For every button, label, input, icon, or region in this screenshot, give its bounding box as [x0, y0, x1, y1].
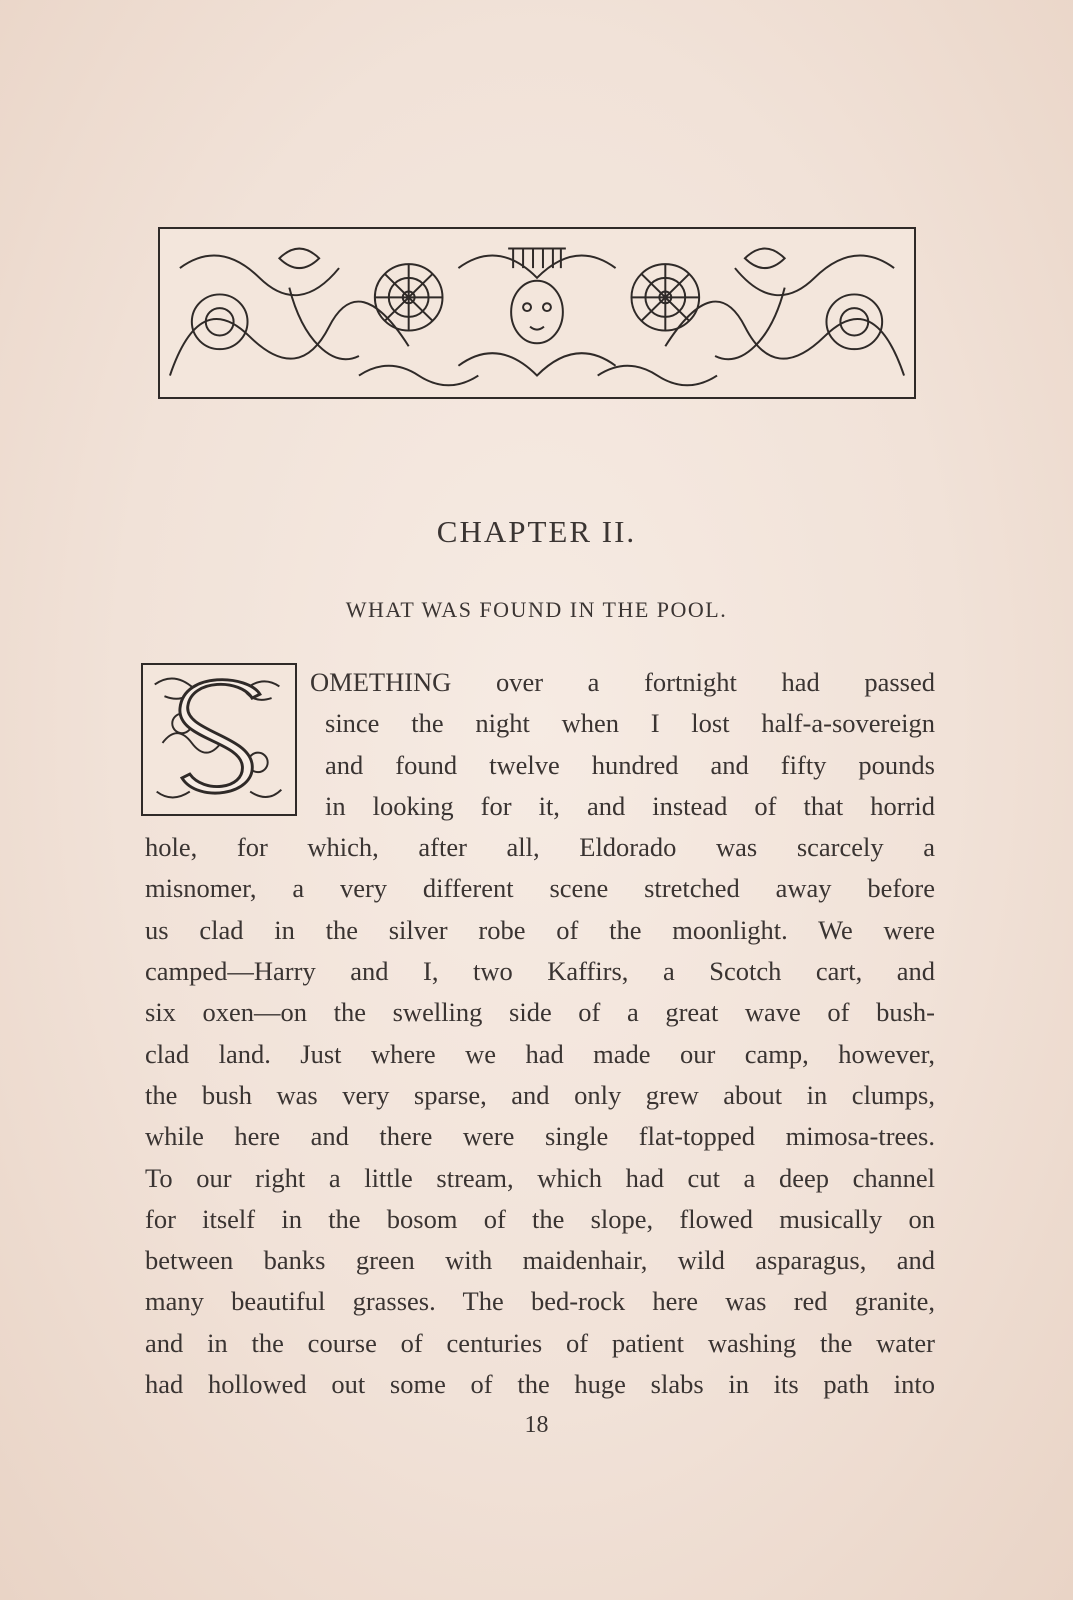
text-line: while here and there were single flat-topped mimosa-trees.	[145, 1121, 935, 1152]
body-text	[145, 662, 935, 1405]
text-line: between banks green with maidenhair, wild asparagus, and	[145, 1245, 935, 1276]
text-line: OMETHING over a fortnight had passed	[310, 667, 935, 697]
chapter-title: CHAPTER II.	[436, 514, 637, 549]
text-line: had hollowed out some of the huge slabs in its path into	[145, 1369, 935, 1400]
chapter-subtitle: WHAT WAS FOUND IN THE POOL.	[345, 597, 728, 622]
text-line: hole, for which, after all, Eldorado was scarcely a	[145, 832, 935, 863]
text-line: camped—Harry and I, two Kaffirs, a Scotch cart, and	[145, 956, 935, 987]
page-number: 18	[524, 1412, 549, 1438]
text-line: for itself in the bosom of the slope, flowed musically on	[145, 1203, 935, 1234]
text-line: and in the course of centuries of patient washing the water	[145, 1327, 935, 1358]
text-line: To our right a little stream, which had cut a deep channel	[145, 1162, 935, 1193]
text-line: in looking for it, and instead of that horrid	[325, 790, 935, 821]
text-line: clad land. Just where we had made our camp, however,	[145, 1038, 935, 1069]
text-line: many beautiful grasses. The bed-rock here was red granite,	[145, 1286, 935, 1317]
ornamental-headpiece	[158, 227, 916, 399]
text-line: six oxen—on the swelling side of a great wave of bush-	[145, 997, 935, 1028]
text-line: the bush was very sparse, and only grew about in clumps,	[145, 1079, 935, 1110]
text-line: misnomer, a very different scene stretched away before	[145, 873, 935, 904]
scroll-ornament-icon	[160, 229, 914, 397]
text-line: since the night when I lost half-a-sovereign	[325, 708, 935, 739]
text-line: us clad in the silver robe of the moonlight. We were	[145, 914, 935, 945]
text-line: and found twelve hundred and fifty pounds	[325, 749, 935, 780]
